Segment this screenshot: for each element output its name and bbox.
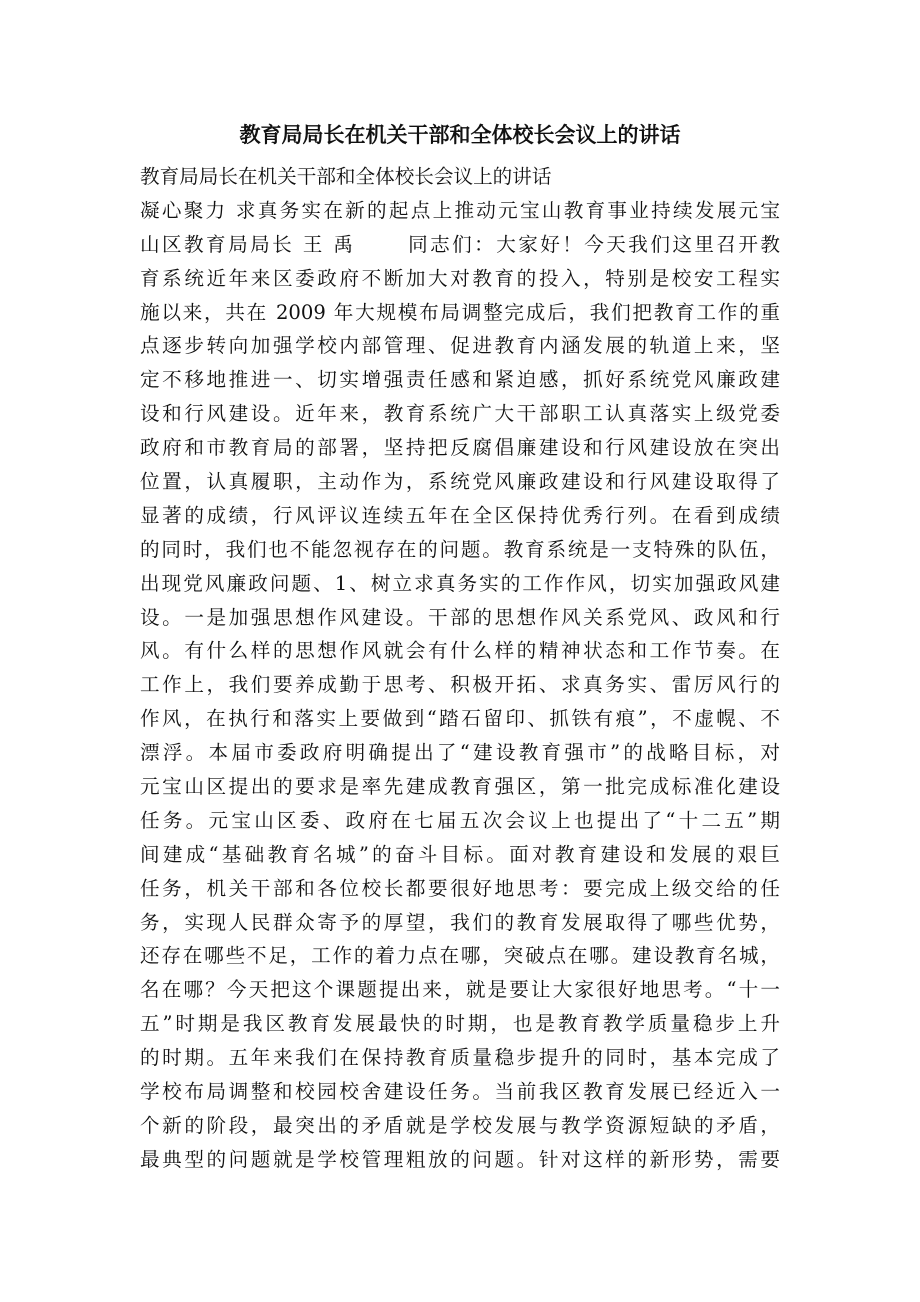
document-body — [140, 160, 780, 1177]
body-line: 显著的成绩，行风评议连续五年在全区保持优秀行列。在看到成绩 — [140, 503, 780, 527]
body-line: 风。有什么样的思想作风就会有什么样的精神状态和工作节奏。在 — [140, 639, 780, 663]
body-line: 育系统近年来区委政府不断加大对教育的投入，特别是校安工程实 — [140, 266, 780, 290]
body-line: 定不移地推进一、切实增强责任感和紧迫感，抓好系统党风廉政建 — [140, 368, 780, 392]
body-line: 的同时，我们也不能忽视存在的问题。教育系统是一支特殊的队伍， — [140, 537, 780, 561]
body-line: 还存在哪些不足，工作的着力点在哪，突破点在哪。建设教育名城， — [140, 944, 780, 968]
body-line: 政府和市教育局的部署，坚持把反腐倡廉建设和行风建设放在突出 — [140, 436, 780, 460]
body-line: 学校布局调整和校园校舍建设任务。当前我区教育发展已经近入一 — [140, 1080, 780, 1104]
body-line: 个新的阶段，最突出的矛盾就是学校发展与教学资源短缺的矛盾， — [140, 1113, 780, 1137]
body-line: 五”时期是我区教育发展最快的时期，也是教育教学质量稳步上升 — [140, 1012, 780, 1036]
body-line: 点逐步转向加强学校内部管理、促进教育内涵发展的轨道上来，坚 — [140, 334, 780, 358]
body-line: 凝心聚力 求真务实在新的起点上推动元宝山教育事业持续发展元宝 — [140, 198, 780, 222]
body-line: 教育局局长在机关干部和全体校长会议上的讲话 — [140, 165, 552, 188]
body-line: 工作上，我们要养成勤于思考、积极开拓、求真务实、雷厉风行的 — [140, 673, 780, 697]
body-line: 任务。元宝山区委、政府在七届五次会议上也提出了“十二五”期 — [140, 808, 780, 832]
body-line: 任务，机关干部和各位校长都要很好地思考：要完成上级交给的任 — [140, 876, 780, 900]
body-line: 务，实现人民群众寄予的厚望，我们的教育发展取得了哪些优势， — [140, 910, 780, 934]
body-line: 位置，认真履职，主动作为，系统党风廉政建设和行风建设取得了 — [140, 470, 780, 494]
body-line: 设和行风建设。近年来，教育系统广大干部职工认真落实上级党委 — [140, 402, 780, 426]
body-line: 出现党风廉政问题、1、树立求真务实的工作作风，切实加强政风建 — [140, 571, 780, 595]
body-line: 施以来，共在 2009 年大规模布局调整完成后，我们把教育工作的重 — [140, 300, 780, 324]
document-title: 教育局局长在机关干部和全体校长会议上的讲话 — [239, 122, 681, 147]
body-line: 山区教育局局长 王 禹 同志们：大家好！今天我们这里召开教 — [140, 232, 780, 256]
body-line: 设。一是加强思想作风建设。干部的思想作风关系党风、政风和行 — [140, 605, 780, 629]
body-line: 最典型的问题就是学校管理粗放的问题。针对这样的新形势，需要 — [140, 1147, 780, 1171]
body-line: 的时期。五年来我们在保持教育质量稳步提升的同时，基本完成了 — [140, 1046, 780, 1070]
body-line: 作风，在执行和落实上要做到“踏石留印、抓铁有痕”，不虚幌、不 — [140, 707, 780, 731]
body-line: 间建成“基础教育名城”的奋斗目标。面对教育建设和发展的艰巨 — [140, 842, 780, 866]
body-line: 名在哪？今天把这个课题提出来，就是要让大家很好地思考。“十一 — [140, 978, 780, 1002]
body-line: 元宝山区提出的要求是率先建成教育强区，第一批完成标准化建设 — [140, 775, 780, 799]
body-line: 漂浮。本届市委政府明确提出了“建设教育强市”的战略目标，对 — [140, 741, 780, 765]
